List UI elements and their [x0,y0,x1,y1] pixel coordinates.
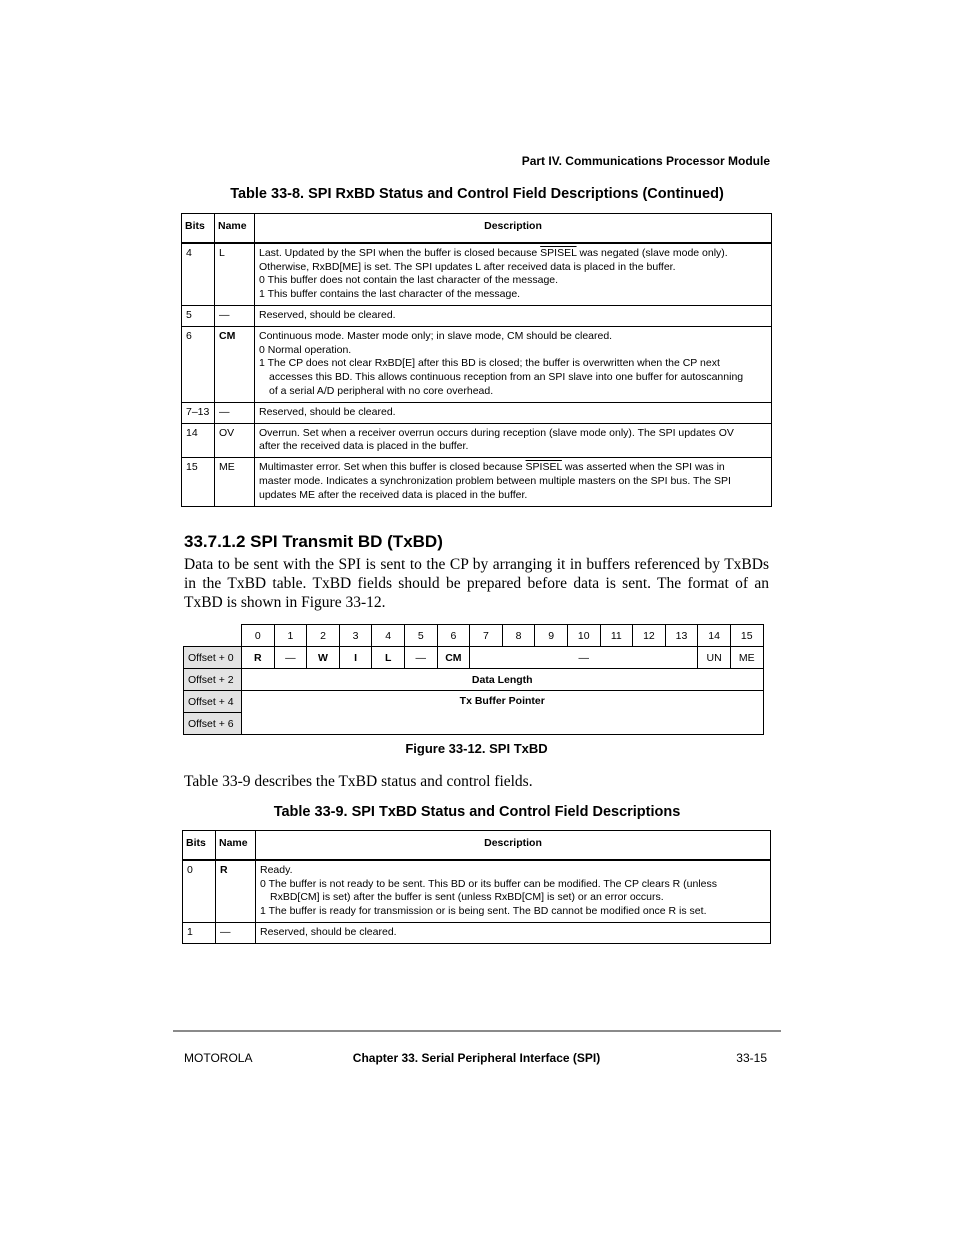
field-reserved: — [274,647,307,669]
col-header-description: Description [255,214,772,243]
bits-cell: 1 [183,922,216,943]
bits-cell: 4 [182,243,215,306]
table-row [182,243,772,306]
description-cell: Reserved, should be cleared. [255,305,772,326]
col-header-name: Name [215,214,255,243]
bits-cell: 7–13 [182,402,215,423]
field-reserved: — [470,647,698,669]
signal-spisel: SPISEL [540,246,577,259]
table-33-8 [181,213,772,507]
bits-cell: 5 [182,305,215,326]
field-l: L [372,647,405,669]
offset-4-row [184,691,764,713]
name-cell: — [215,402,255,423]
bit-number: 13 [665,625,698,647]
description-cell: Ready. 0 The buffer is not ready to be sent. This BD or its buffer can be modified. The CP clears R (unless RxBD[CM] is set) after the buffer is sent (unless RxBD[CM] is set) or an error occurs. 1 The buffer is ready for transmission or is being sent. The BD cannot be modified once R is set. [256,860,771,923]
table-row [182,423,772,458]
description-cell: Multimaster error. Set when this buffer is closed because SPISEL was asserted when the SPI was in master mode. Indicates a synchronization problem between multiple masters on the SPI bus. The SPI updates ME after the received data is placed in the buffer. [255,458,772,506]
footer-left: MOTOROLA [184,1051,253,1065]
bit-number: 15 [730,625,763,647]
field-cm: CM [437,647,470,669]
bit-number: 4 [372,625,405,647]
field-un: UN [698,647,731,669]
bit-number: 1 [274,625,307,647]
signal-spisel: SPISEL [525,461,562,474]
col-header-bits: Bits [183,831,216,860]
table-row [182,326,772,402]
table-33-9 [182,830,771,944]
section-heading: 33.7.1.2 SPI Transmit BD (TxBD) [184,532,443,551]
field-r: R [242,647,275,669]
name-cell: — [216,922,256,943]
bit-number: 6 [437,625,470,647]
table-row [182,458,772,506]
table-row [183,922,771,943]
bit-number: 11 [600,625,633,647]
col-header-bits: Bits [182,214,215,243]
offset-2-row [184,669,764,691]
name-cell: R [216,860,256,923]
name-cell: — [215,305,255,326]
footer-center: Chapter 33. Serial Peripheral Interface (SPI) [352,1051,601,1065]
field-tx-buffer-pointer: Tx Buffer Pointer [242,691,764,735]
bit-number: 7 [470,625,503,647]
offset-label: Offset + 2 [184,669,242,691]
table-33-9-title: Table 33-9. SPI TxBD Status and Control Field Descriptions [273,804,681,820]
field-data-length: Data Length [242,669,764,691]
bit-number: 5 [404,625,437,647]
bit-number: 10 [567,625,600,647]
bits-cell: 6 [182,326,215,402]
bits-cell: 14 [182,423,215,458]
section-paragraph: Data to be sent with the SPI is sent to the CP by arranging it in buffers referenced by TxBDs in the TxBD table. TxBD fields should be prepared before data is sent. The format of an TxBD is shown in Figure 33-12. [184,556,769,611]
table-row [182,402,772,423]
offset-label: Offset + 4 [184,691,242,713]
name-cell: CM [215,326,255,402]
field-me: ME [730,647,763,669]
offset-0-row [184,647,764,669]
table-row [183,860,771,923]
bit-number: 0 [242,625,275,647]
name-cell: L [215,243,255,306]
bits-cell: 15 [182,458,215,506]
footer-page-number: 33-15 [736,1051,767,1065]
col-header-name: Name [216,831,256,860]
description-cell: Overrun. Set when a receiver overrun occurs during reception (slave mode only). The SPI updates OV after the received data is placed in the buffer. [255,423,772,458]
name-cell: OV [215,423,255,458]
bit-number: 2 [307,625,340,647]
field-w: W [307,647,340,669]
bit-number: 12 [633,625,666,647]
reference-sentence: Table 33-9 describes the TxBD status and control fields. [184,773,533,790]
description-cell: Reserved, should be cleared. [256,922,771,943]
field-i: I [339,647,372,669]
footer-divider [173,1030,781,1032]
field-reserved: — [404,647,437,669]
bit-number: 8 [502,625,535,647]
figure-caption: Figure 33-12. SPI TxBD [405,741,548,756]
description-cell: Reserved, should be cleared. [255,402,772,423]
bit-number: 3 [339,625,372,647]
offset-label: Offset + 0 [184,647,242,669]
running-header: Part IV. Communications Processor Module [521,154,770,168]
col-header-description: Description [256,831,771,860]
bit-number: 9 [535,625,568,647]
description-cell: Last. Updated by the SPI when the buffer is closed because SPISEL was negated (slave mode only). Otherwise, RxBD[ME] is set. The SPI updates L after received data is placed in the buffer. 0 This buffer does not contain the last character of the message. 1 This buffer contains the last character of the message. [255,243,772,306]
offset-label: Offset + 6 [184,713,242,735]
bit-number-row [184,625,764,647]
description-cell: Continuous mode. Master mode only; in slave mode, CM should be cleared. 0 Normal operation. 1 The CP does not clear RxBD[E] after this BD is closed; the buffer is overwritten when the CP next accesses this BD. This allows continuous reception from an SPI slave into one buffer for autoscanning of a serial A/D peripheral with no core overhead. [255,326,772,402]
name-cell: ME [215,458,255,506]
table-row [182,305,772,326]
txbd-register-figure [183,624,764,735]
bits-cell: 0 [183,860,216,923]
table-33-8-title: Table 33-8. SPI RxBD Status and Control Field Descriptions (Continued) [230,186,724,202]
bit-number: 14 [698,625,731,647]
